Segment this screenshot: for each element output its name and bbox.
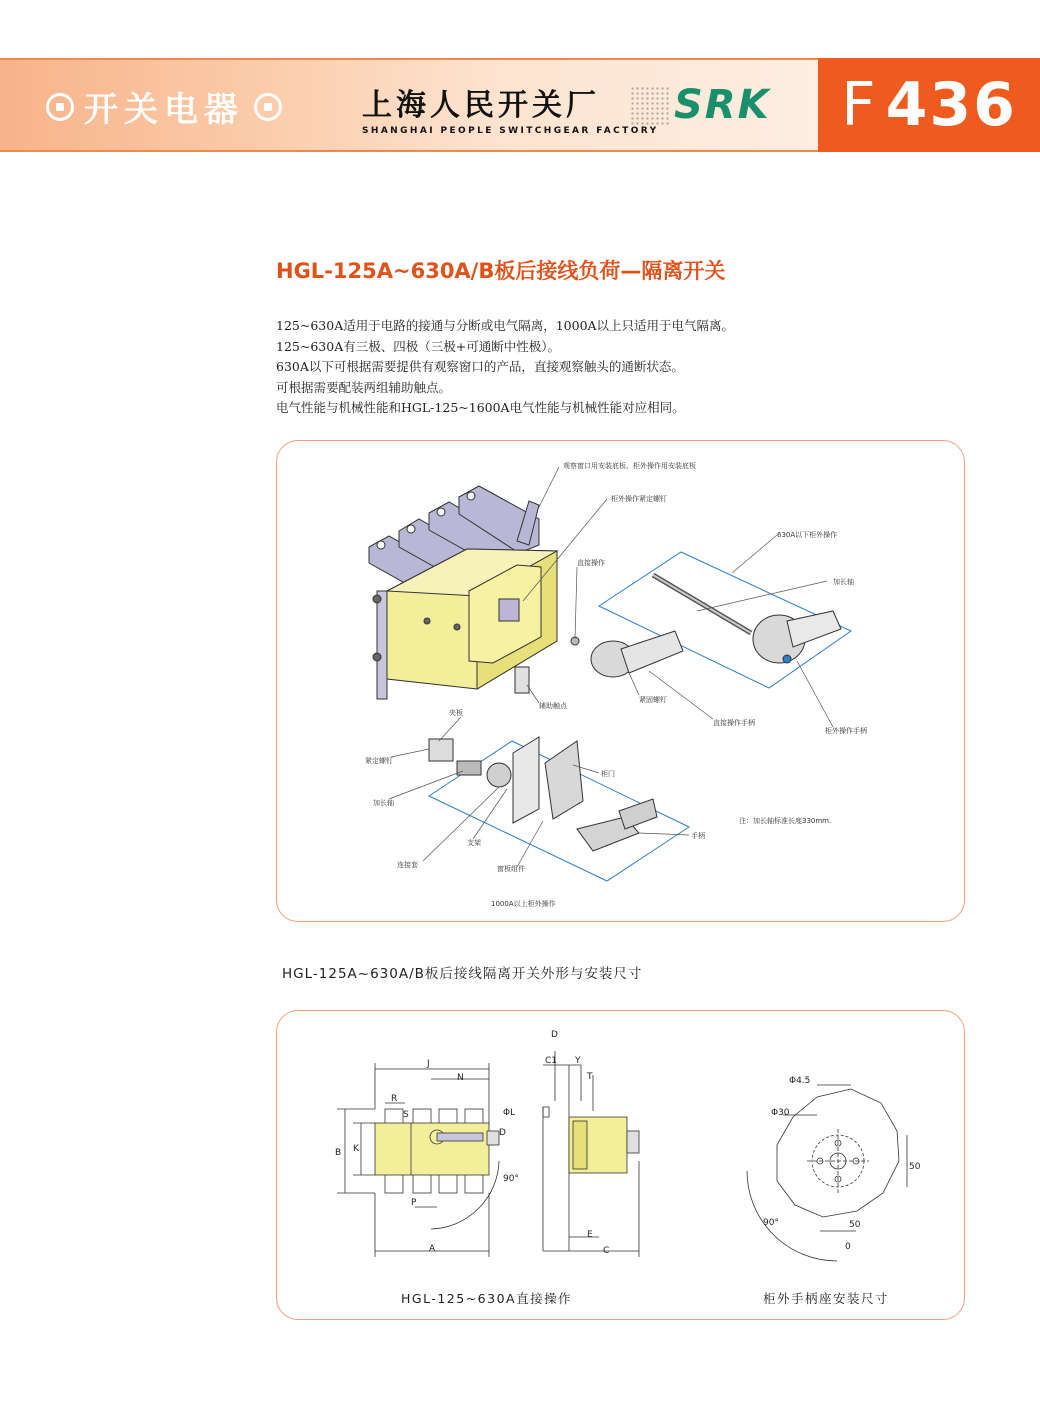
description-line: 125~630A适用于电路的接通与分断或电气隔离，1000A以上只适用于电气隔离。 bbox=[276, 318, 735, 333]
label-under630: 630A以下柜外操作 bbox=[777, 531, 838, 539]
label-fix-screw: 柜外操作紧定螺钉 bbox=[611, 495, 667, 503]
dim-C: C bbox=[603, 1246, 610, 1256]
dim-D: D bbox=[499, 1128, 506, 1138]
dim-fifty-horizontal: 50 bbox=[849, 1220, 861, 1230]
label-set-screw: 紧定螺钉 bbox=[365, 757, 393, 765]
label-door-assembly: 窗板组件 bbox=[497, 865, 525, 873]
dim-B: B bbox=[335, 1148, 342, 1158]
dim-R: R bbox=[391, 1094, 398, 1104]
label-cabinet-door: 柜门 bbox=[601, 770, 615, 778]
dim-C1: C1 bbox=[545, 1056, 558, 1066]
header-bottom-rule bbox=[0, 150, 818, 152]
label-bracket: 支架 bbox=[467, 839, 481, 847]
category-label bbox=[46, 82, 282, 131]
right-drawing-caption: 柜外手柄座安装尺寸 bbox=[763, 1291, 890, 1306]
dimension-section-caption: HGL-125A~630A/B板后接线隔离开关外形与安装尺寸 bbox=[282, 966, 643, 982]
label-direct-handle: 直接操作手柄 bbox=[713, 719, 755, 727]
description-line: 电气性能与机械性能和HGL-125~1600A电气性能与机械性能对应相同。 bbox=[276, 400, 685, 415]
label-window-plate: 观察窗口用安装底板、柜外操作用安装底板 bbox=[563, 462, 696, 470]
dim-K: K bbox=[353, 1144, 359, 1154]
dimension-drawings bbox=[277, 1011, 966, 1321]
factory-logo bbox=[362, 80, 659, 136]
label-handle: 手柄 bbox=[691, 832, 705, 840]
description-line: 125~630A有三极、四极（三极+可通断中性极）。 bbox=[276, 338, 560, 354]
description-line: 可根据需要配装两组辅助触点。 bbox=[276, 379, 452, 395]
label-coupling: 连接套 bbox=[397, 861, 418, 869]
dim-fifty-vertical: 50 bbox=[909, 1162, 921, 1172]
front-view-body bbox=[375, 1109, 499, 1193]
dim-phi45: Φ4.5 bbox=[789, 1076, 811, 1086]
dot-pattern-icon bbox=[630, 86, 670, 126]
dim-S: S bbox=[403, 1110, 409, 1120]
category-text: 开关电器 bbox=[84, 90, 244, 130]
description-line: 630A以下可根据需要提供有观察窗口的产品，直接观察触头的通断状态。 bbox=[276, 359, 684, 374]
dim-top-D: D bbox=[551, 1030, 558, 1040]
direct-handle bbox=[571, 631, 683, 677]
product-title: HGL-125A~630A/B板后接线负荷—隔离开关 bbox=[276, 259, 726, 283]
exploded-diagram bbox=[277, 441, 966, 923]
dim-Y: Y bbox=[575, 1056, 581, 1066]
factory-name-en: SHANGHAI PEOPLE SWITCHGEAR FACTORY bbox=[362, 126, 659, 136]
dim-phi30: Φ30 bbox=[771, 1108, 790, 1118]
bullet-icon bbox=[254, 93, 282, 121]
exploded-diagram-panel bbox=[276, 440, 965, 922]
aux-contact-icon bbox=[515, 667, 529, 693]
page-letter: F bbox=[841, 70, 878, 140]
outside-handle bbox=[753, 611, 841, 663]
label-over1000: 1000A以上柜外操作 bbox=[491, 900, 556, 908]
dimension-drawing-panel bbox=[276, 1010, 965, 1320]
dim-ninety: 90° bbox=[503, 1174, 519, 1184]
factory-name-cn: 上海人民开关厂 bbox=[362, 88, 600, 123]
label-ext-shaft: 加长轴 bbox=[833, 578, 854, 586]
label-ext-shaft2: 加长轴 bbox=[373, 799, 394, 807]
page-header bbox=[0, 58, 1040, 152]
product-description bbox=[276, 316, 734, 419]
label-aux-contact: 辅助触点 bbox=[539, 702, 567, 710]
page-number-box bbox=[818, 58, 1040, 152]
dim-E: E bbox=[587, 1230, 593, 1240]
dim-J: J bbox=[427, 1059, 430, 1069]
lower-assembly bbox=[429, 737, 657, 851]
page-number: 436 bbox=[885, 70, 1017, 140]
dim-A: A bbox=[429, 1244, 436, 1254]
dim-ninety2: 90° bbox=[763, 1218, 779, 1228]
brand-logo: SRK bbox=[674, 82, 771, 128]
header-top-rule bbox=[0, 58, 818, 60]
dim-phiL: ΦL bbox=[503, 1108, 516, 1118]
label-outside-handle: 柜外操作手柄 bbox=[825, 727, 867, 735]
bullet-icon bbox=[46, 93, 74, 121]
label-tight-screw: 紧固螺钉 bbox=[639, 696, 667, 704]
left-drawing-caption: HGL-125~630A直接操作 bbox=[401, 1291, 573, 1306]
label-note: 注：加长轴标准长度330mm. bbox=[739, 817, 832, 825]
dim-zero: 0 bbox=[845, 1242, 851, 1252]
label-clamp: 夹板 bbox=[449, 709, 463, 717]
dim-N: N bbox=[457, 1073, 464, 1083]
dim-T: T bbox=[587, 1072, 593, 1082]
dim-P: P bbox=[411, 1198, 417, 1208]
label-direct-op: 直接操作 bbox=[577, 559, 605, 567]
